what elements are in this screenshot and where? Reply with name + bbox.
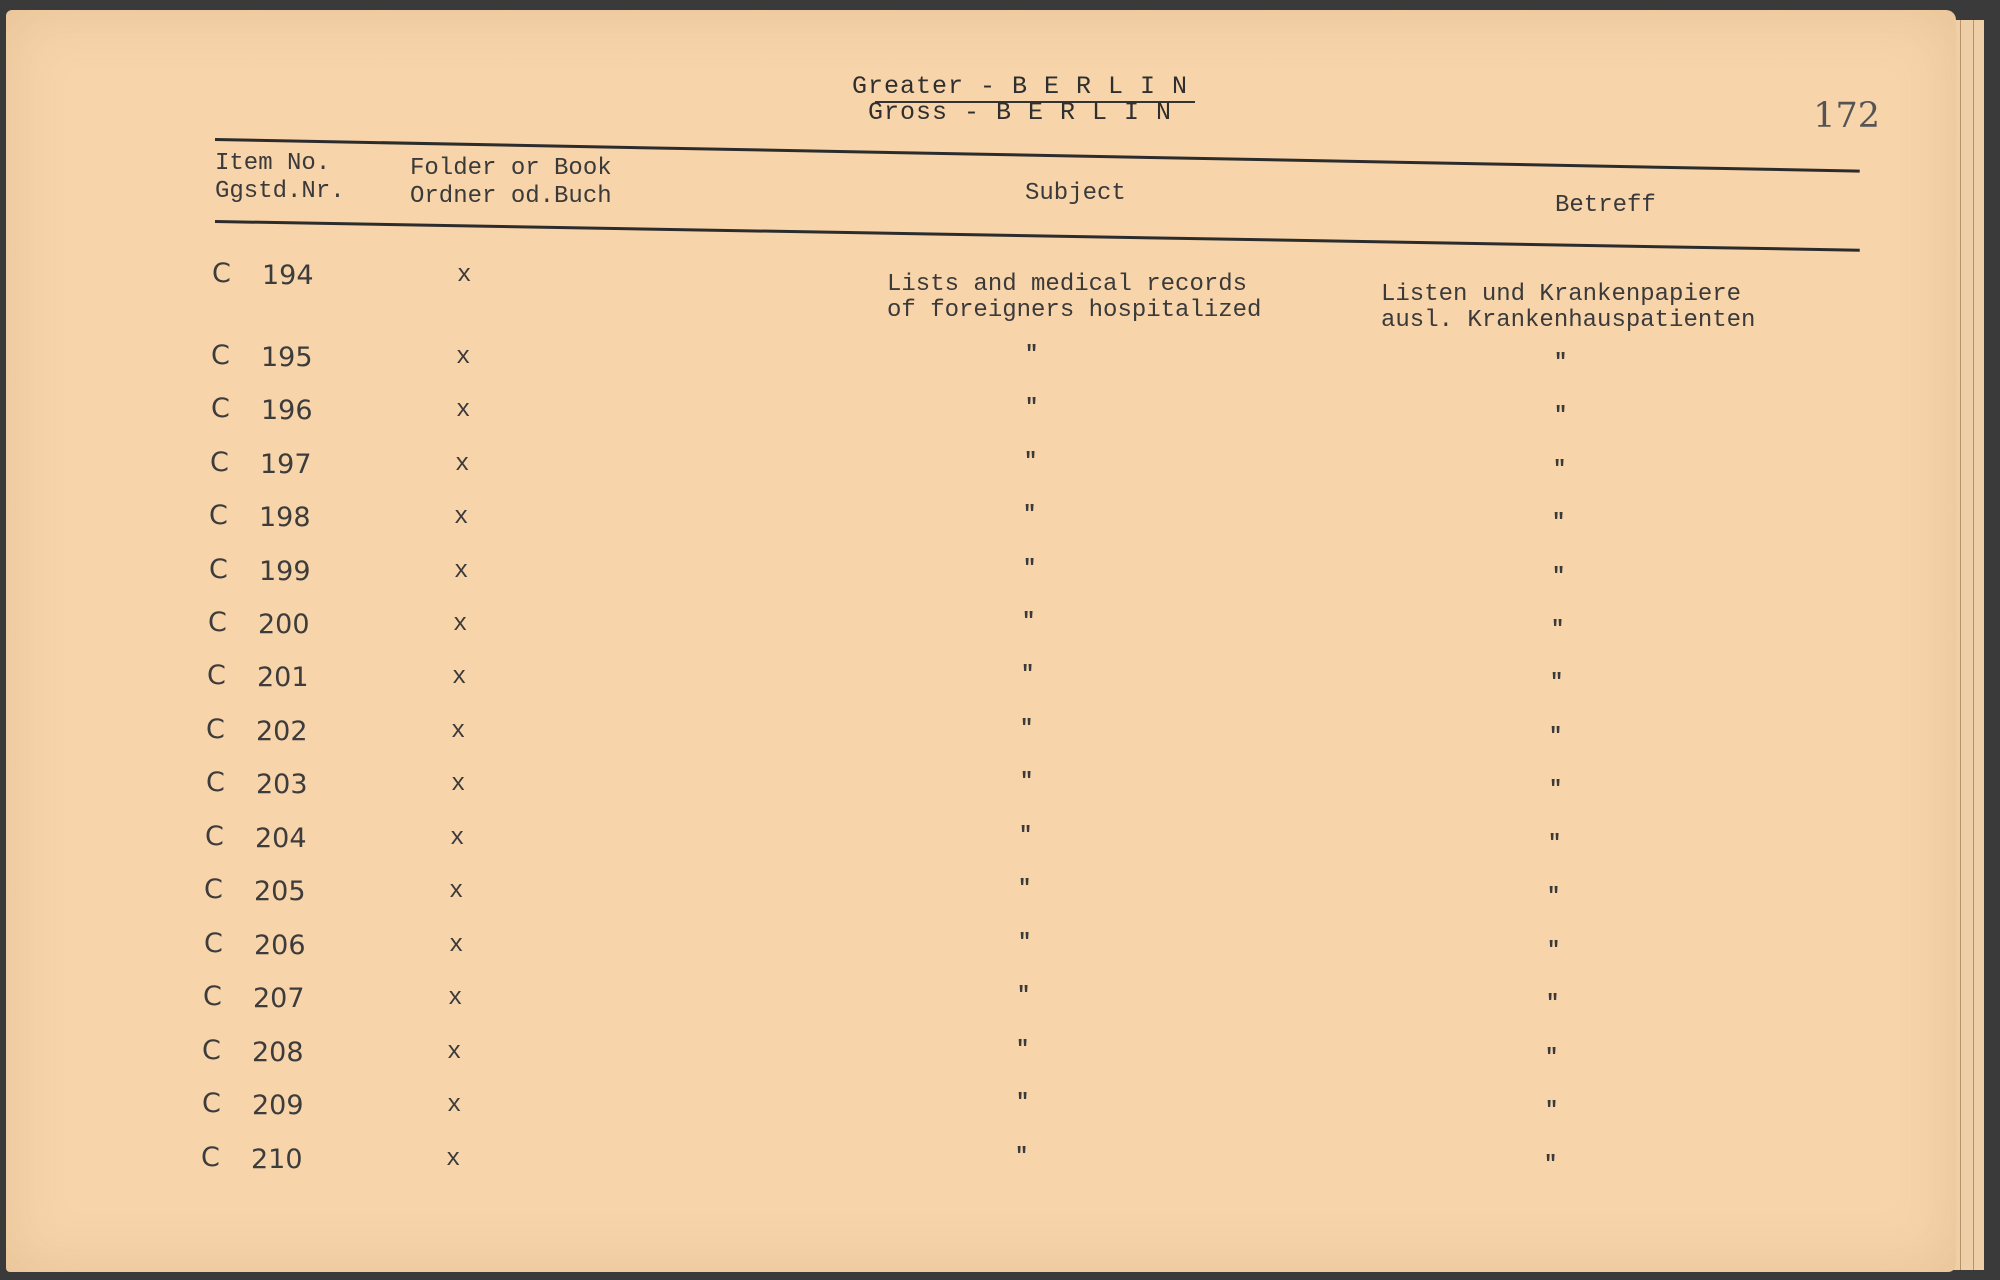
betreff-ditto: " (1553, 457, 1567, 482)
folder-mark: x (451, 718, 466, 745)
table-row (0, 1035, 2000, 1075)
table-row (0, 258, 2000, 334)
item-prefix: C (204, 874, 223, 905)
betreff-ditto: " (1549, 777, 1563, 802)
betreff-ditto: " (1554, 403, 1568, 428)
betreff-text: Listen und Krankenpapiere ausl. Krankenhauspatienten (1381, 281, 1756, 334)
item-number: 207 (253, 983, 305, 1014)
item-number: 205 (254, 876, 306, 907)
item-prefix: C (211, 393, 230, 424)
item-number: 206 (254, 930, 306, 961)
column-header-subject: Subject (1025, 180, 1126, 207)
table-row (0, 340, 2000, 380)
folder-mark: x (448, 985, 463, 1012)
item-prefix: C (203, 981, 222, 1012)
item-prefix: C (212, 258, 231, 289)
item-prefix: C (209, 554, 228, 585)
item-prefix: C (204, 928, 223, 959)
betreff-ditto: " (1549, 724, 1563, 749)
subject-ditto: " (1022, 609, 1036, 634)
item-number: 208 (252, 1037, 304, 1068)
table-row (0, 554, 2000, 594)
table-row (0, 874, 2000, 914)
subject-ditto: " (1024, 449, 1038, 474)
item-number: 210 (251, 1144, 303, 1175)
table-row (0, 447, 2000, 487)
item-number: 196 (261, 395, 313, 426)
title-english: Greater - B E R L I N (851, 72, 1189, 101)
subject-ditto: " (1025, 342, 1039, 367)
subject-ditto: " (1016, 1090, 1030, 1115)
folder-mark: x (455, 451, 470, 478)
betreff-ditto: " (1551, 617, 1565, 642)
table-row (0, 714, 2000, 754)
folder-mark: x (454, 558, 469, 585)
folder-mark: x (452, 664, 467, 691)
item-number: 197 (260, 449, 312, 480)
item-number: 204 (255, 823, 307, 854)
folder-mark: x (457, 262, 472, 289)
item-number: 194 (262, 260, 314, 291)
betreff-ditto: " (1552, 510, 1566, 535)
item-number: 199 (259, 556, 311, 587)
table-row (0, 821, 2000, 861)
subject-ditto: " (1020, 716, 1034, 741)
item-prefix: C (206, 767, 225, 798)
page-number: 172 (1813, 96, 1880, 136)
subject-ditto: " (1019, 823, 1033, 848)
table-row (0, 981, 2000, 1021)
subject-ditto: " (1017, 983, 1031, 1008)
folder-mark: x (456, 344, 471, 371)
subject-ditto: " (1020, 769, 1034, 794)
betreff-ditto: " (1544, 1152, 1558, 1177)
folder-mark: x (446, 1146, 461, 1173)
betreff-ditto: " (1546, 991, 1560, 1016)
betreff-ditto: " (1548, 831, 1562, 856)
folder-mark: x (449, 878, 464, 905)
betreff-ditto: " (1547, 938, 1561, 963)
table-row (0, 500, 2000, 540)
folder-mark: x (447, 1039, 462, 1066)
item-prefix: C (202, 1088, 221, 1119)
table-row (0, 928, 2000, 968)
item-number: 203 (256, 769, 308, 800)
subject-text: Lists and medical records of foreigners hospitalized (887, 271, 1262, 324)
folder-mark: x (451, 771, 466, 798)
folder-mark: x (454, 504, 469, 531)
item-prefix: C (208, 607, 227, 638)
item-prefix: C (211, 340, 230, 371)
betreff-ditto: " (1545, 1045, 1559, 1070)
subject-ditto: " (1021, 662, 1035, 687)
item-prefix: C (210, 447, 229, 478)
subject-ditto: " (1025, 395, 1039, 420)
table-row (0, 660, 2000, 700)
item-number: 201 (257, 662, 309, 693)
item-prefix: C (209, 500, 228, 531)
folder-mark: x (456, 397, 471, 424)
betreff-ditto: " (1552, 564, 1566, 589)
item-number: 200 (258, 609, 310, 640)
betreff-ditto: " (1547, 884, 1561, 909)
table-row (0, 1088, 2000, 1128)
table-row (0, 607, 2000, 647)
column-header-item-no: Item No. Ggstd.Nr. (215, 150, 345, 205)
subject-ditto: " (1023, 556, 1037, 581)
item-number: 195 (261, 342, 313, 373)
column-header-folder: Folder or Book Ordner od.Buch (410, 155, 612, 210)
betreff-ditto: " (1554, 350, 1568, 375)
subject-ditto: " (1015, 1144, 1029, 1169)
item-prefix: C (207, 660, 226, 691)
subject-ditto: " (1018, 876, 1032, 901)
table-row (0, 1142, 2000, 1182)
item-prefix: C (206, 714, 225, 745)
item-prefix: C (201, 1142, 220, 1173)
betreff-ditto: " (1550, 670, 1564, 695)
table-row (0, 767, 2000, 807)
subject-ditto: " (1018, 930, 1032, 955)
folder-mark: x (449, 932, 464, 959)
subject-ditto: " (1023, 502, 1037, 527)
folder-mark: x (450, 825, 465, 852)
item-number: 209 (252, 1090, 304, 1121)
title-german: Gross - B E R L I N (867, 98, 1173, 127)
item-prefix: C (205, 821, 224, 852)
column-header-betreff: Betreff (1555, 192, 1656, 219)
betreff-ditto: " (1545, 1098, 1559, 1123)
item-number: 202 (256, 716, 308, 747)
item-prefix: C (202, 1035, 221, 1066)
table-row (0, 393, 2000, 433)
subject-ditto: " (1016, 1037, 1030, 1062)
item-number: 198 (259, 502, 311, 533)
folder-mark: x (447, 1092, 462, 1119)
folder-mark: x (453, 611, 468, 638)
